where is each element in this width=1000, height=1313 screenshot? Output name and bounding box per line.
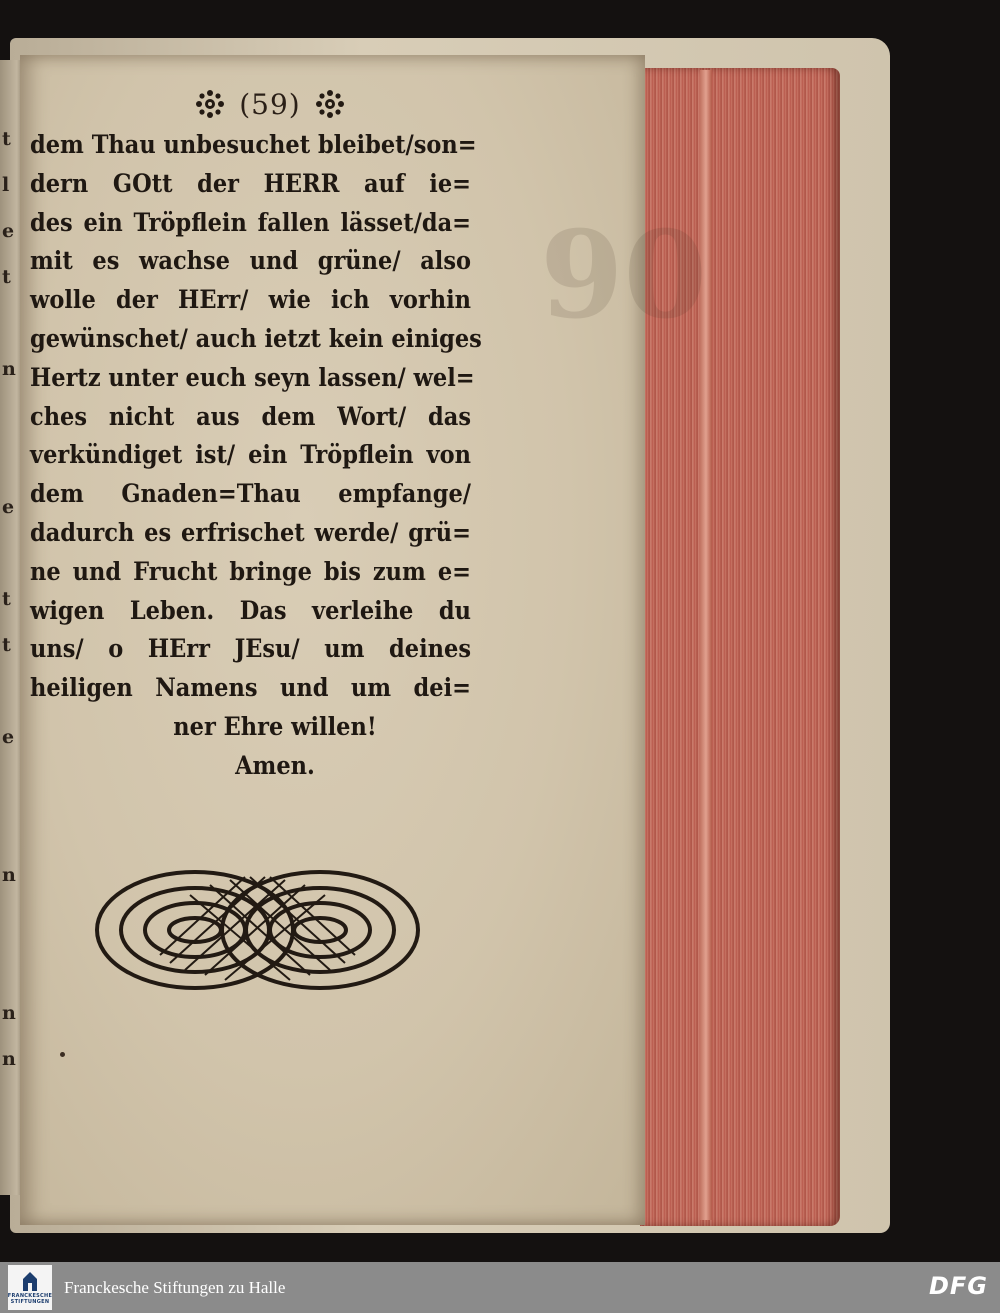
text-line: dadurch es erfrischet werde/ grü= — [30, 517, 471, 547]
ink-speck — [60, 1052, 65, 1057]
page-number: (59) — [239, 87, 301, 121]
footer-bar — [0, 1262, 1000, 1313]
text-line: ches nicht aus dem Wort/ das — [30, 401, 471, 431]
previous-page-letter: e — [2, 496, 15, 518]
text-line: Hertz unter euch seyn lassen/ wel= — [30, 362, 475, 392]
building-icon — [21, 1271, 39, 1293]
text-line: ne und Frucht bringe bis zum e= — [30, 556, 471, 586]
text-line: verkündiget ist/ ein Tröpflein von — [30, 440, 471, 470]
previous-page-letter: n — [2, 1048, 16, 1070]
institution-name: Franckesche Stiftungen zu Halle — [64, 1277, 286, 1297]
body-text — [30, 126, 525, 786]
previous-page-letter: t — [2, 266, 11, 288]
knot-ornament-icon — [90, 855, 425, 1005]
fleuron-icon — [315, 89, 345, 119]
logo-line-2: STIFTUNGEN — [10, 1298, 50, 1305]
text-line: uns/ o HErr JEsu/ um deines — [30, 634, 471, 664]
text-line: ner Ehre willen! — [173, 711, 377, 741]
previous-page-letter: n — [2, 864, 16, 886]
text-line: wolle der HErr/ wie ich vorhin — [30, 285, 471, 315]
previous-page-letter: e — [2, 726, 15, 748]
page-header — [160, 82, 380, 126]
previous-page-letter: e — [2, 220, 15, 242]
previous-page-letter: t — [2, 128, 11, 150]
text-line: mit es wachse und grüne/ also — [30, 246, 471, 276]
text-line: dem Gnaden=Thau empfange/ — [30, 479, 471, 509]
previous-page-letter: n — [2, 358, 16, 380]
previous-page-letter: t — [2, 634, 11, 656]
previous-page-letter: t — [2, 588, 11, 610]
text-line: dern GOtt der HERR auf ie= — [30, 168, 471, 198]
text-line: heiligen Namens und um dei= — [30, 673, 471, 703]
text-line: des ein Tröpflein fallen lässet/da= — [30, 207, 471, 237]
dfg-logo: DFG — [928, 1272, 988, 1300]
text-line: Amen. — [235, 750, 315, 780]
text-line: gewünschet/ auch ietzt kein einiges — [30, 323, 482, 353]
fleuron-icon — [195, 89, 225, 119]
text-line: wigen Leben. Das verleihe du — [30, 595, 471, 625]
text-line: dem Thau unbesuchet bleibet/son= — [30, 130, 477, 159]
previous-page-letter: n — [2, 1002, 16, 1024]
logo-line-1: FRANCKESCHE — [7, 1292, 53, 1299]
bleed-through-text: 90 — [540, 205, 707, 346]
previous-page-letter: l — [2, 174, 10, 196]
franckesche-logo — [8, 1265, 52, 1310]
